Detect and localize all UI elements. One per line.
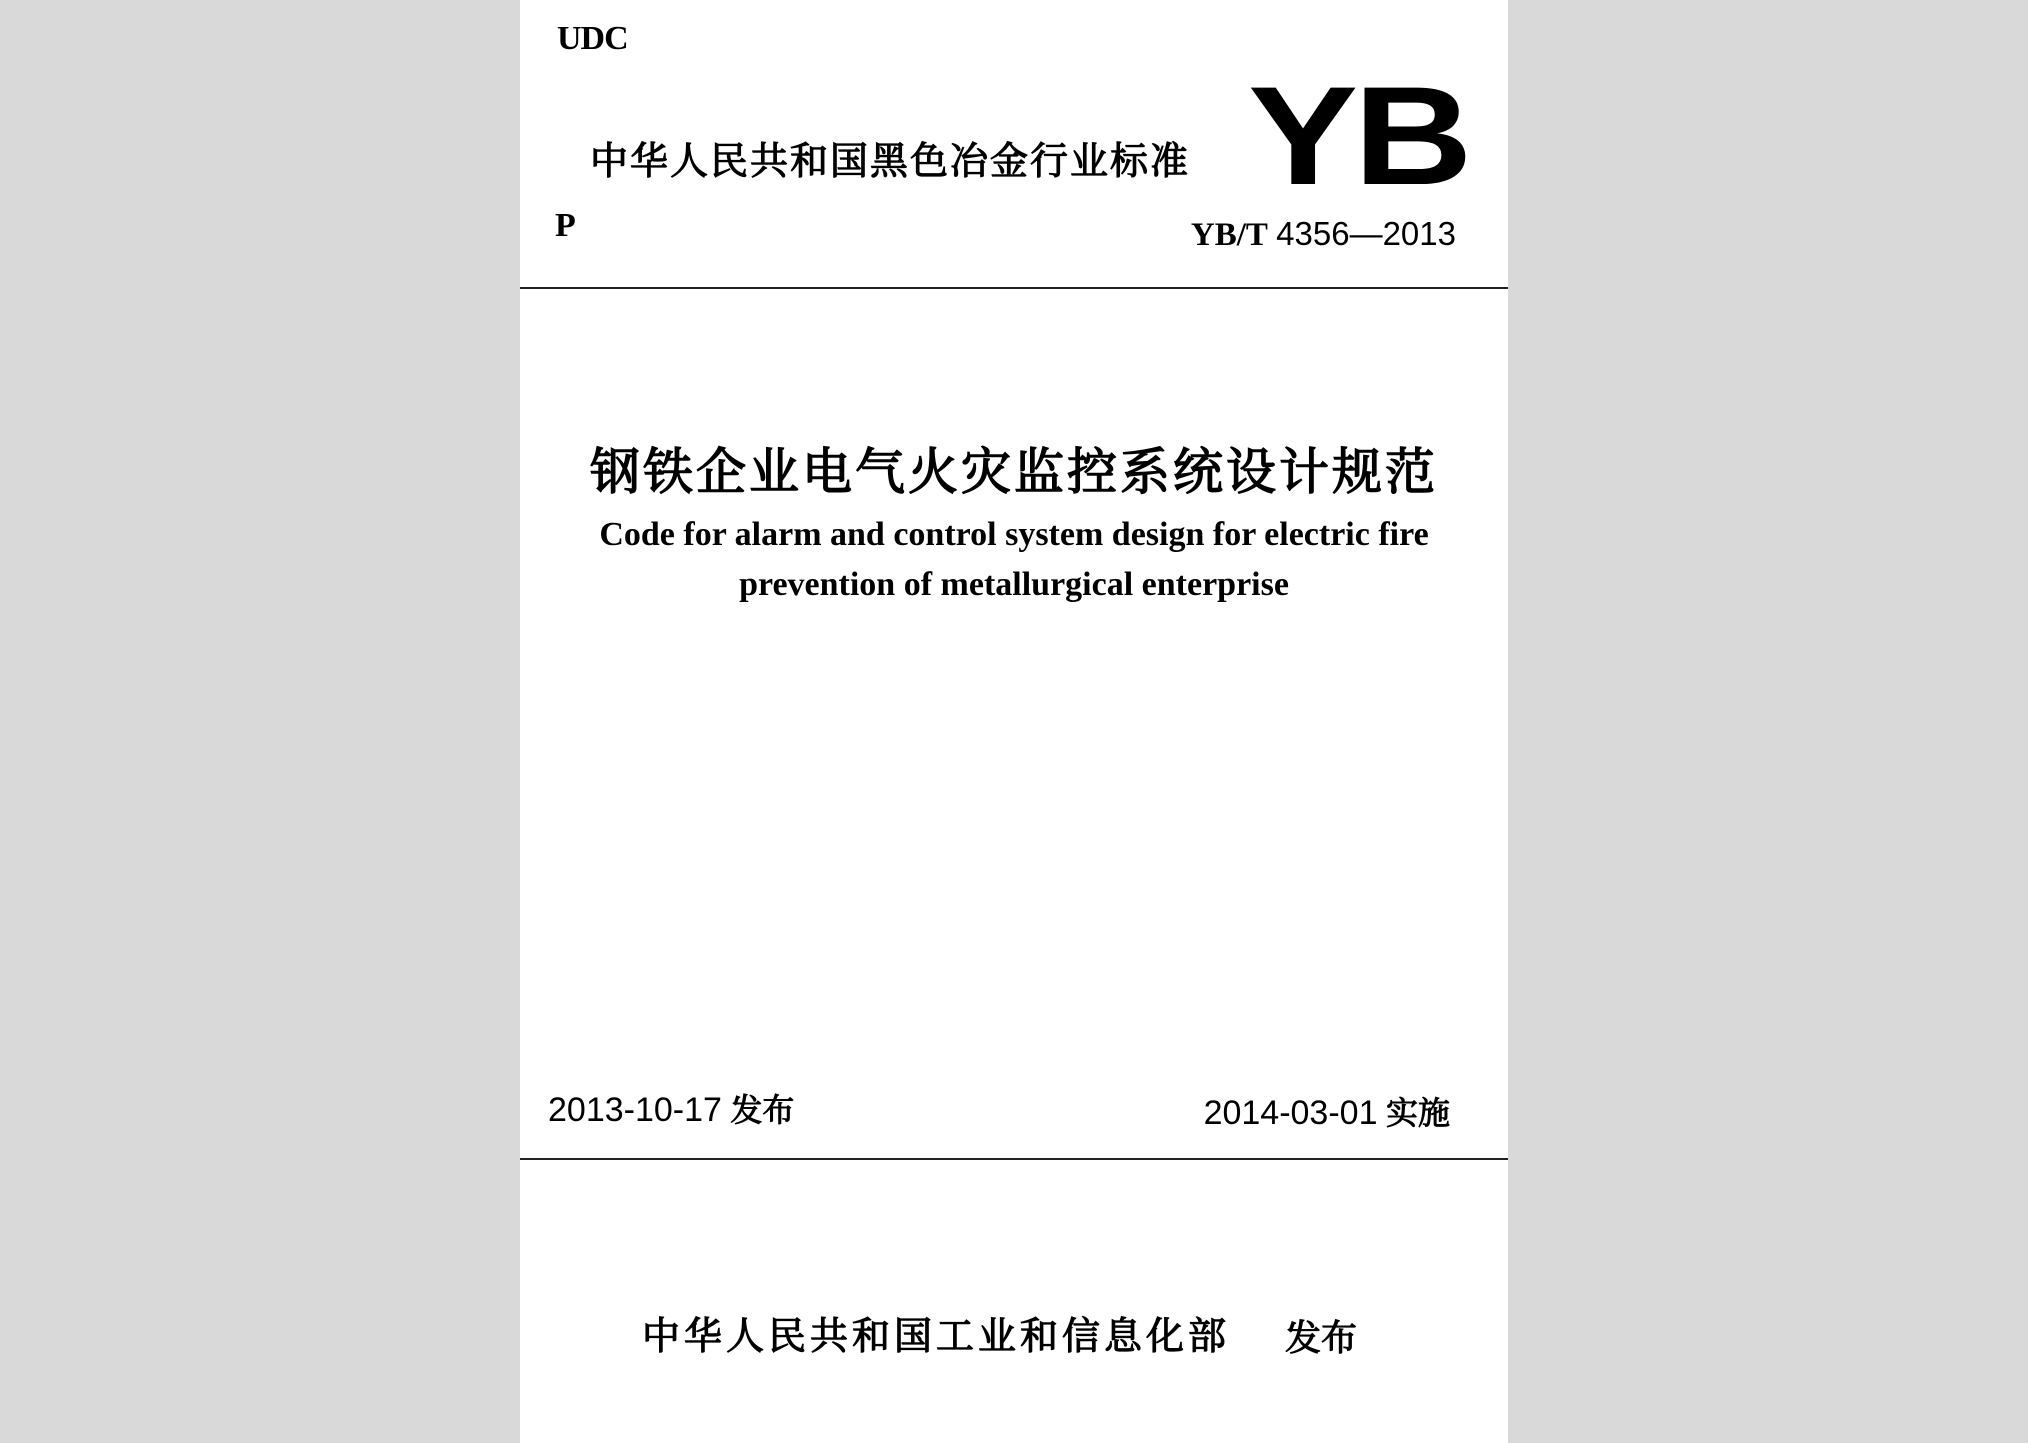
issue-date: 2013-10-17 — [548, 1091, 722, 1129]
yb-logo: YB — [1248, 57, 1469, 214]
implement-date: 2014-03-01 — [1203, 1094, 1378, 1132]
implement-label: 实施 — [1385, 1094, 1450, 1132]
document-page — [520, 0, 1508, 1443]
standard-code — [1191, 215, 1456, 254]
issue-label: 发布 — [730, 1091, 795, 1129]
standard-number: 4356—2013 — [1276, 215, 1456, 252]
industry-standard-title: 中华人民共和国黑色冶金行业标准 — [590, 139, 1191, 183]
header-divider — [520, 287, 1508, 289]
category-label: P — [555, 207, 576, 244]
udc-label: UDC — [557, 20, 628, 57]
implement-date-block — [1204, 1088, 1450, 1134]
footer-divider — [520, 1158, 1508, 1160]
issue-date-block — [548, 1085, 794, 1131]
publisher-name: 中华人民共和国工业和信息化部 — [642, 1314, 1231, 1358]
standard-prefix: YB/T — [1190, 217, 1268, 253]
title-english-line2: prevention of metallurgical enterprise — [739, 566, 1289, 603]
publish-label: 发布 — [1285, 1318, 1358, 1359]
title-english — [520, 510, 1508, 610]
title-chinese: 钢铁企业电气火灾监控系统设计规范 — [590, 443, 1438, 501]
title-english-line1: Code for alarm and control system design for electric fire — [599, 516, 1429, 553]
